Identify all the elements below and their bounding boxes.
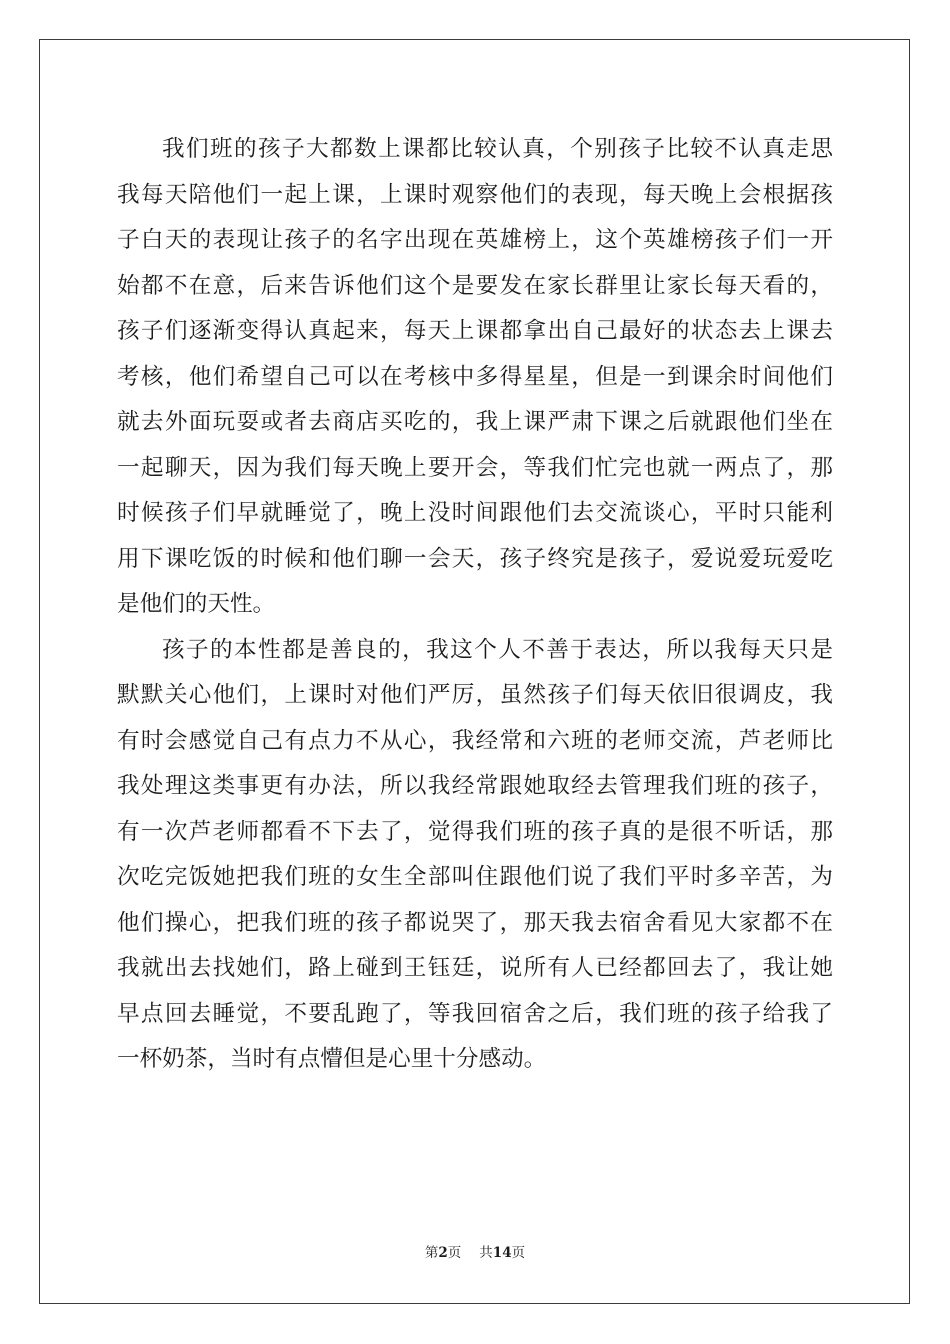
total-pages: 14: [492, 1245, 512, 1261]
text-line: 考核，他们希望自己可以在考核中多得星星，但是一到课余时间他们: [117, 363, 833, 390]
page-prefix: 第: [424, 1245, 439, 1261]
text-line: 是他们的天性。: [117, 591, 276, 617]
text-line: 子白天的表现让孩子的名字出现在英雄榜上，这个英雄榜孩子们一开: [117, 227, 833, 253]
text-line: 孩子们逐渐变得认真起来，每天上课都拿出自己最好的状态去上课去: [117, 318, 833, 344]
text-line: 有一次芦老师都看不下去了，觉得我们班的孩子真的是很不听话，那: [117, 818, 833, 845]
paragraph-2: [117, 628, 833, 1083]
text-line: 早点回去睡觉，不要乱跑了，等我回宿舍之后，我们班的孩子给我了: [117, 1000, 833, 1027]
text-line: 次吃完饭她把我们班的女生全部叫住跟他们说了我们平时多辛苦，为: [117, 864, 833, 890]
document-body: [117, 127, 833, 1083]
text-line: 默默关心他们，上课时对他们严厉，虽然孩子们每天依旧很调皮，我: [117, 682, 833, 708]
page-footer: [0, 1241, 950, 1261]
text-line: 一起聊天，因为我们每天晚上要开会，等我们忙完也就一两点了，那: [117, 454, 833, 481]
total-prefix: 共: [479, 1245, 493, 1261]
page-number: 2: [438, 1245, 448, 1261]
text-line: 孩子的本性都是善良的，我这个人不善于表达，所以我每天只是: [162, 636, 833, 663]
text-line: 就去外面玩耍或者去商店买吃的，我上课严肃下课之后就跟他们坐在: [117, 409, 833, 435]
text-line: 我处理这类事更有办法，所以我经常跟她取经去管理我们班的孩子，: [117, 773, 833, 799]
text-line: 时候孩子们早就睡觉了，晚上没时间跟他们去交流谈心，平时只能利: [117, 500, 833, 526]
text-line: 用下课吃饭的时候和他们聊一会天，孩子终究是孩子，爱说爱玩爱吃: [117, 545, 833, 572]
total-suffix: 页: [511, 1245, 526, 1261]
text-line: 我们班的孩子大都数上课都比较认真，个别孩子比较不认真走思: [162, 136, 833, 162]
paragraph-1: [117, 127, 833, 628]
text-line: 他们操心，把我们班的孩子都说哭了，那天我去宿舍看见大家都不在: [117, 909, 833, 936]
text-line: 一杯奶茶，当时有点懵但是心里十分感动。: [117, 1046, 547, 1072]
text-line: 我每天陪他们一起上课，上课时观察他们的表现，每天晚上会根据孩: [117, 181, 833, 208]
text-line: 我就出去找她们，路上碰到王钰廷，说所有人已经都回去了，我让她: [117, 955, 833, 981]
text-line: 有时会感觉自己有点力不从心，我经常和六班的老师交流，芦老师比: [117, 727, 833, 754]
text-line: 始都不在意，后来告诉他们这个是要发在家长群里让家长每天看的，: [117, 272, 833, 299]
page-suffix: 页: [447, 1245, 462, 1261]
